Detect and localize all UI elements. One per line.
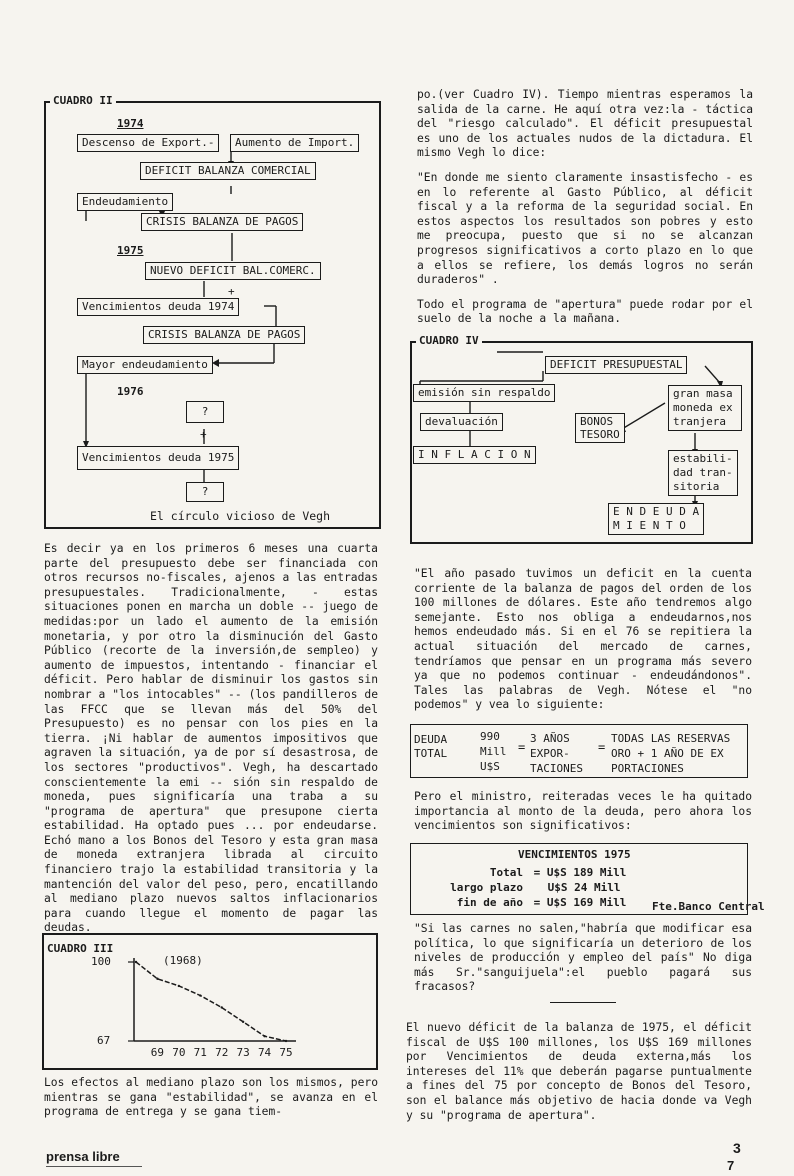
venc-row-3 [415,896,647,909]
venc-row-1-value: = U$S 189 Mill [533,866,627,879]
right-top-text [417,88,753,327]
y-label-top: 100 [91,955,111,968]
equals-1: = [518,740,526,754]
cuadro-iii-title: CUADRO III [47,942,114,955]
deficit-presupuestal-box: DEFICIT PRESUPUESTAL [545,356,687,374]
mayor-endeudamiento-box: Mayor endeudamiento [77,356,213,374]
right-paragraph-1: po.(ver Cuadro IV). Tiempo mientras esperamos la salida de la carne. He aquí otra vez:la - táctica del "riesgo calculado". El déficit presupuestal es uno de los actuales nudos de la dictadura. El mismo Vegh lo dice: [417,88,753,160]
nuevo-deficit-box: NUEVO DEFICIT BAL.COMERC. [145,262,321,280]
ministro-paragraph: Pero el ministro, reiteradas veces le ha quitado importancia al monto de la deuda, pero ahora los vencimientos son significativos: [414,790,752,833]
x-tick-label: 70 [172,1046,186,1059]
estabilidad-box: estabili- dad tran- sitoria [668,450,738,496]
endeudamiento-box: Endeudamiento [77,193,173,211]
venc-row-2-label: largo plazo [450,881,523,894]
oro-label: ORO + 1 AÑO DE EX [611,747,724,760]
vencimientos-1975-box: Vencimientos deuda 1975 [77,446,239,470]
right-mid2-text [414,790,752,834]
footer-rule [46,1166,142,1167]
deuda-col-3 [530,731,583,776]
data-point [285,1040,287,1042]
left-bottom-text [44,1076,378,1120]
cuadro-iii-chart [120,950,300,1060]
vencimientos-1974-box: Vencimientos deuda 1974 [77,298,239,316]
data-point [242,1021,244,1023]
year-1976-label: 1976 [117,385,144,398]
emision-box: emisión sin respaldo [413,384,555,402]
anos-label: 3 AÑOS [530,732,570,745]
page-number-a: 3 [733,1140,741,1156]
cuadro-ii-caption: El círculo vicioso de Vegh [150,509,331,523]
x-tick-label: 73 [236,1046,250,1059]
deuda-amount: 990 [480,730,500,743]
separator-rule [550,1002,616,1003]
vegh-quote-2: "El año pasado tuvimos un deficit en la cuenta corriente de la balanza de pagos del orden de los 100 millones de dólares. Este año tendremos algo semejante. Esto nos obliga a endeudarnos,nos hemos endeudado más. Si en el 76 se repitiera la actual situación del mercado de carnes, tendríamos que pensar en un programa más severo ya que no podemos continuar - endeudándonos". Tales las palabras de Vegh. Nótese el "no podemos" y vea lo siguiente: [414,567,752,712]
data-point [156,978,158,980]
crisis-balanza-box-1: CRISIS BALANZA DE PAGOS [141,213,303,231]
venc-row-2 [415,881,645,894]
y-label-bottom: 67 [97,1034,111,1047]
data-point [178,985,180,987]
plus-sign-2: + [200,428,207,441]
prensa-libre-logo: prensa libre [46,1149,120,1164]
data-point [221,1006,223,1008]
taciones-label: TACIONES [530,762,583,775]
year-1974-label: 1974 [117,117,144,130]
right-paragraph-2: Todo el programa de "apertura" puede rodar por el suelo de la noche a la mañana. [417,297,753,326]
venc-row-1-label: Total [489,866,523,879]
deuda-currency: U$S [480,760,500,773]
deuda-col-1 [414,733,447,761]
question-box-2: ? [186,482,224,502]
vegh-quote-1: "En donde me siento claramente insastisfecho - es en lo referente al Gasto Público, al déficit fiscal y a la reforma de la seguridad social. En estos aspectos los resultados son pobres y esto me preocupa, puesto que si no se alcanzan progresos significativos a corto plazo en lo que a ellos se refiere, los demás logros no serán duraderos" . [417,170,753,287]
crisis-balanza-box-2: CRISIS BALANZA DE PAGOS [143,326,305,344]
right-mid-text [414,567,752,713]
x-tick-label: 69 [150,1046,165,1059]
venc-row-3-label: fin de año [456,896,523,909]
miento-label: M I E N T O [613,519,686,532]
descenso-export-box: Descenso de Export.- [77,134,219,152]
right-bottom-text [414,922,752,995]
left-paragraph-2: Los efectos al mediano plazo son los mismos, pero mientras se gana "estabilidad", se avanza en el programa de entrega y se gana tiem- [44,1076,378,1119]
series-line [136,962,286,1041]
endeuda-label: E N D E U D A [613,505,700,518]
vencimientos-title: VENCIMIENTOS 1975 [518,848,631,861]
deficit-balanza-box: DEFICIT BALANZA COMERCIAL [140,162,316,180]
expor-label: EXPOR- [530,747,570,760]
page-number-b: 7 [727,1158,735,1173]
deuda-col-4 [611,731,730,776]
carnes-quote: "Si las carnes no salen,"habría que modificar esa política, lo que significaría un deterioro de los niveles de producción y empleo del país" No diga más Sr."sanguijuela":el pueblo pagará sus fracasos? [414,922,752,994]
equals-2: = [598,740,606,754]
cuadro-ii-title: CUADRO II [50,94,116,107]
bonos-tesoro-box [575,413,625,443]
data-point [199,994,201,996]
gran-masa-box: gran masa moneda ex tranjera [668,385,742,431]
x-tick-label: 75 [279,1046,293,1059]
endeudamiento-iv-box [608,503,704,535]
question-box-1: ? [186,401,224,423]
venc-row-2-value: U$S 24 Mill [547,881,621,894]
venc-row-1 [415,866,645,879]
deuda-col-2 [480,729,507,774]
plus-sign-1: + [228,285,235,298]
portaciones-label: PORTACIONES [611,762,684,775]
venc-row-3-value: = U$S 169 Mill [533,896,627,909]
reservas-label: TODAS LAS RESERVAS [611,732,731,745]
x-tick-label: 74 [257,1046,272,1059]
inflacion-box: I N F L A C I O N [413,446,536,464]
final-paragraph: El nuevo déficit de la balanza de 1975, el déficit fiscal de U$S 100 millones, los U$S 169 millones por Vencimientos de deuda externa,más los intereses del 11% que deberán pagarse puntualmente a fines del 75 por concepto de Bonos del Tesoro, son el balance más objetivo de hacia donde va Vegh y su "programa de apertura". [406,1021,752,1122]
deuda-label: DEUDA [414,733,448,746]
aumento-import-box: Aumento de Import. [230,134,359,152]
bonos-label: BONOS [580,415,614,428]
devaluacion-box: devaluación [420,413,503,431]
right-final-text [406,1021,752,1123]
x-tick-label: 72 [215,1046,229,1059]
data-point [135,961,137,963]
cuadro-iv-title: CUADRO IV [416,334,482,347]
source-label: Fte.Banco Central [652,900,765,913]
chart-annotation: (1968) [163,954,203,967]
deuda-unit: Mill [480,745,507,758]
year-1975-label: 1975 [117,244,144,257]
left-paragraph-1: Es decir ya en los primeros 6 meses una cuarta parte del presupuesto debe ser financiada con otros recursos no-fiscales, ajenos a las entradas presupuestales. Tradicionalmente, - estas situaciones ponen en marcha un doble -- juego de medidas:por un lado el aumento de la emisión monetaria, y por otro la disminución del Gasto Público (recorte de la inversión,de sempleo) y aumento de impuestos, intentando - financiar el déficit. Pero hablar de disminuir los gastos sin nombrar a "los intocables" -- (los pandilleros de las FFCC que se llevan más del 50% del Presupuesto) es no pensar con los pies en la tierra. ¡Ni hablar de aumentos impositivos que agraven la situación, ya de por sí desastrosa, de los sectores "productivos". Vegh, ha descartado conscientemente la emi -- sión sin respaldo de moneda, pues significaría una traba a su "programa de apertura" que presupone cierta estabilidad. Ha optado pues ... por endeudarse. Echó mano a los Bonos del Tesoro y esta gran masa de moneda extranjera librada al circuito financiero trajo la estabilidad transitoria y la mantención del valor del peso, pero, encatillando al mediano plazo nuevos saltos inflacionarios para cuando llegue el momento de pagar las deudas. [44,542,378,935]
x-tick-label: 71 [193,1046,207,1059]
tesoro-label: TESORO [580,428,620,441]
data-point [263,1035,265,1037]
total-label: TOTAL [414,747,448,760]
left-body-text [44,542,378,936]
